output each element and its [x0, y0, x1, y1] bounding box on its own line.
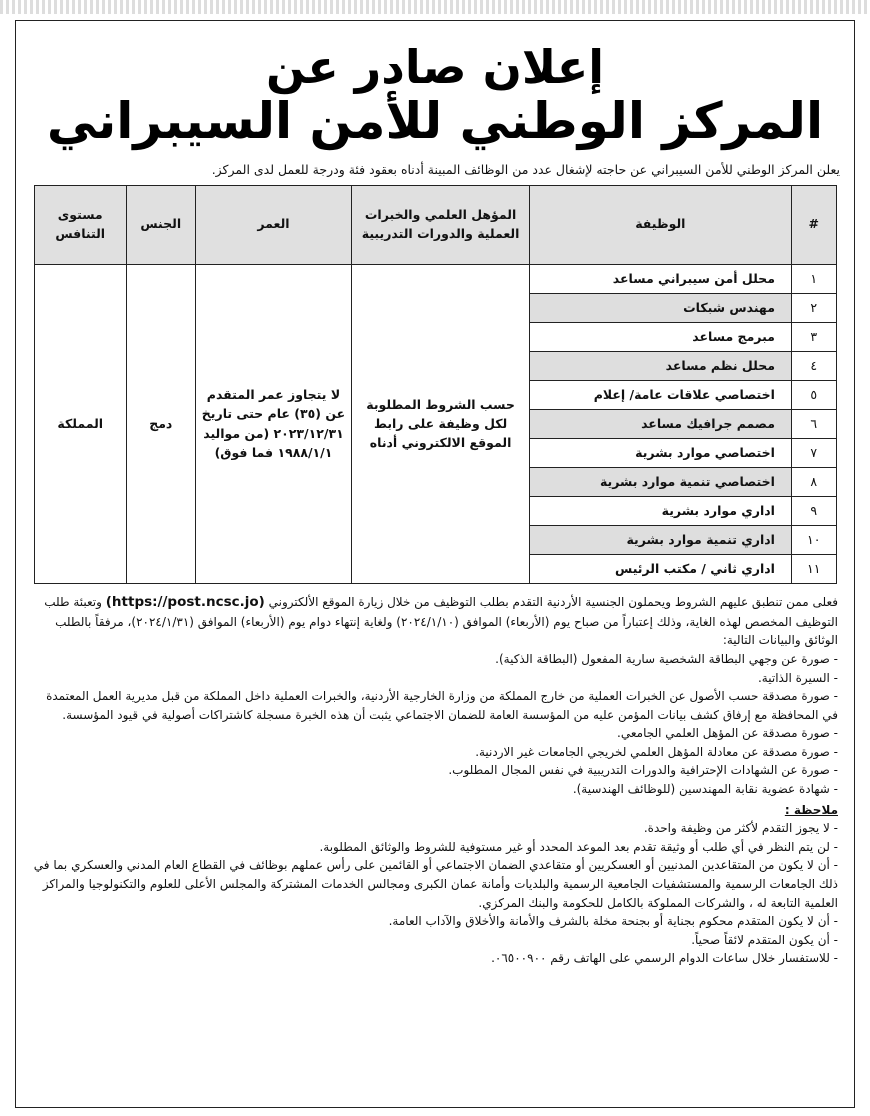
application-url[interactable]: (https://post.ncsc.jo)	[105, 593, 265, 610]
job-title: مصمم جرافيك مساعد	[529, 409, 791, 438]
announcement-body	[32, 592, 838, 968]
row-number: ١	[791, 264, 836, 293]
note-item: - أن يكون المتقدم لائقاً صحياً.	[691, 932, 838, 947]
row-number: ٦	[791, 409, 836, 438]
job-title: مبرمج مساعد	[529, 322, 791, 351]
instructions-lead: فعلى ممن تنطبق عليهم الشروط ويحملون الجنسية الأردنية التقدم بطلب التوظيف من خلال زيارة الموقع الألكتروني	[268, 594, 838, 609]
qualification-cell: حسب الشروط المطلوبة لكل وظيفة على رابط الموقع الالكتروني أدناه	[352, 264, 529, 583]
row-number: ١٠	[791, 525, 836, 554]
intro-text: يعلن المركز الوطني للأمن السيبراني عن حاجته لإشغال عدد من الوظائف المبينة أدناه بعقود فئة ودرجة للعمل لدى المركز.	[211, 161, 840, 177]
note-item: - أن لا يكون من المتقاعدين المدنيين أو العسكريين أو متقاعدي الضمان الاجتماعي أو القائمين على رأس عملهم بوظائف في القطاع العام المدني والعسكري بما في ذلك الجامعات الرسمية والمستشفيات الجامعية الرسمية والبلديات وأمانة عمان الكبرى ومجالس الخدمات المشتركة والمجلس الأعلى للعلوم والتكنولوجيا والمراكز العلمية التابعة له ، والشركات المملوكة بالكامل للحكومة والبنك المركزي.	[33, 858, 838, 910]
row-number: ٩	[791, 496, 836, 525]
doc-item: - صورة مصدقة عن المؤهل العلمي الجامعي.	[617, 726, 838, 741]
doc-item: - شهادة عضوية نقابة المهندسين (للوظائف الهندسية).	[572, 782, 838, 797]
instructions-dates: وتعبئة طلب التوظيف المخصص لهذه الغاية، وذلك إعتباراً من صباح يوم (الأربعاء) الموافق (٢٠٢٤/١/١٠) ولغاية إنتهاء دوام يوم (الأربعاء) الموافق (٢٠٢٤/١/٣١)، مرفقاً بالطلب الوثائق والبيانات التالية:	[44, 594, 838, 648]
announcement-sheet	[15, 20, 855, 1108]
job-title: اداري ثاني / مكتب الرئيس	[529, 554, 791, 583]
row-number: ٥	[791, 380, 836, 409]
header-age: العمر	[195, 185, 352, 264]
table-row	[34, 264, 836, 293]
header-num: #	[791, 185, 836, 264]
job-title: اداري تنمية موارد بشرية	[529, 525, 791, 554]
job-title: اختصاصي موارد بشرية	[529, 438, 791, 467]
note-item: - أن لا يكون المتقدم محكوم بجناية أو بجنحة مخلة بالشرف والأمانة والأخلاق والآداب العامة.	[388, 914, 838, 929]
note-item: - للاستفسار خلال ساعات الدوام الرسمي على الهاتف رقم ٠٦٥٠٠٩٠٠.	[491, 951, 838, 966]
title-line-1: إعلان صادر عن	[265, 40, 605, 94]
note-item: - لن يتم النظر في أي طلب أو وثيقة تقدم بعد الموعد المحدد أو غير مستوفية للشروط والوثائق المطلوبة.	[319, 839, 838, 854]
job-title: محلل نظم مساعد	[529, 351, 791, 380]
header-level: مستوى التنافس	[34, 185, 126, 264]
job-title: محلل أمن سيبراني مساعد	[529, 264, 791, 293]
row-number: ١١	[791, 554, 836, 583]
doc-item: - صورة عن وجهي البطاقة الشخصية سارية المفعول (البطاقة الذكية).	[495, 651, 838, 666]
row-number: ٢	[791, 293, 836, 322]
application-instructions	[32, 592, 838, 650]
top-edge-pattern	[0, 0, 870, 14]
doc-item: - السيرة الذاتية.	[757, 670, 838, 685]
header-job: الوظيفة	[529, 185, 791, 264]
row-number: ٨	[791, 467, 836, 496]
row-number: ٧	[791, 438, 836, 467]
doc-item: - صورة مصدقة حسب الأصول عن الخبرات العملية من خارج المملكة من وزارة الخارجية الأردنية، والخبرات العملية داخل المملكة من قبل مديرية العمل المعتمدة في المحافظة مع إرفاق كشف بيانات المؤمن عليه من المؤسسة العامة للضمان الاجتماعي يثبت أن هذه الخبرة مسجلة كاشتراكات أصولية في قيود المؤسسة.	[46, 689, 838, 722]
header-gender: الجنس	[126, 185, 195, 264]
doc-item: - صورة عن الشهادات الإحترافية والدورات التدريبية في نفس المجال المطلوب.	[448, 763, 838, 778]
title-line-2: المركز الوطني للأمن السيبراني	[46, 92, 824, 151]
row-number: ٣	[791, 322, 836, 351]
row-number: ٤	[791, 351, 836, 380]
job-title: اختصاصي تنمية موارد بشرية	[529, 467, 791, 496]
notes-heading: ملاحظة :	[784, 802, 838, 817]
doc-item: - صورة مصدقة عن معادلة المؤهل العلمي لخريجي الجامعات غير الاردنية.	[475, 744, 838, 759]
job-title: اداري موارد بشرية	[529, 496, 791, 525]
note-item: - لا يجوز التقدم لأكثر من وظيفة واحدة.	[643, 821, 838, 836]
age-cell: لا يتجاوز عمر المتقدم عن (٣٥) عام حتى تاريخ ٢٠٢٣/١٢/٣١ (من مواليد ١٩٨٨/١/١ فما فوق)	[195, 264, 352, 583]
job-title: اختصاصي علاقات عامة/ إعلام	[529, 380, 791, 409]
job-title: مهندس شبكات	[529, 293, 791, 322]
header-qualification: المؤهل العلمي والخبرات العملية والدورات التدريبية	[352, 185, 529, 264]
jobs-table	[34, 185, 837, 584]
level-cell: المملكة	[34, 264, 126, 583]
gender-cell: دمج	[126, 264, 195, 583]
